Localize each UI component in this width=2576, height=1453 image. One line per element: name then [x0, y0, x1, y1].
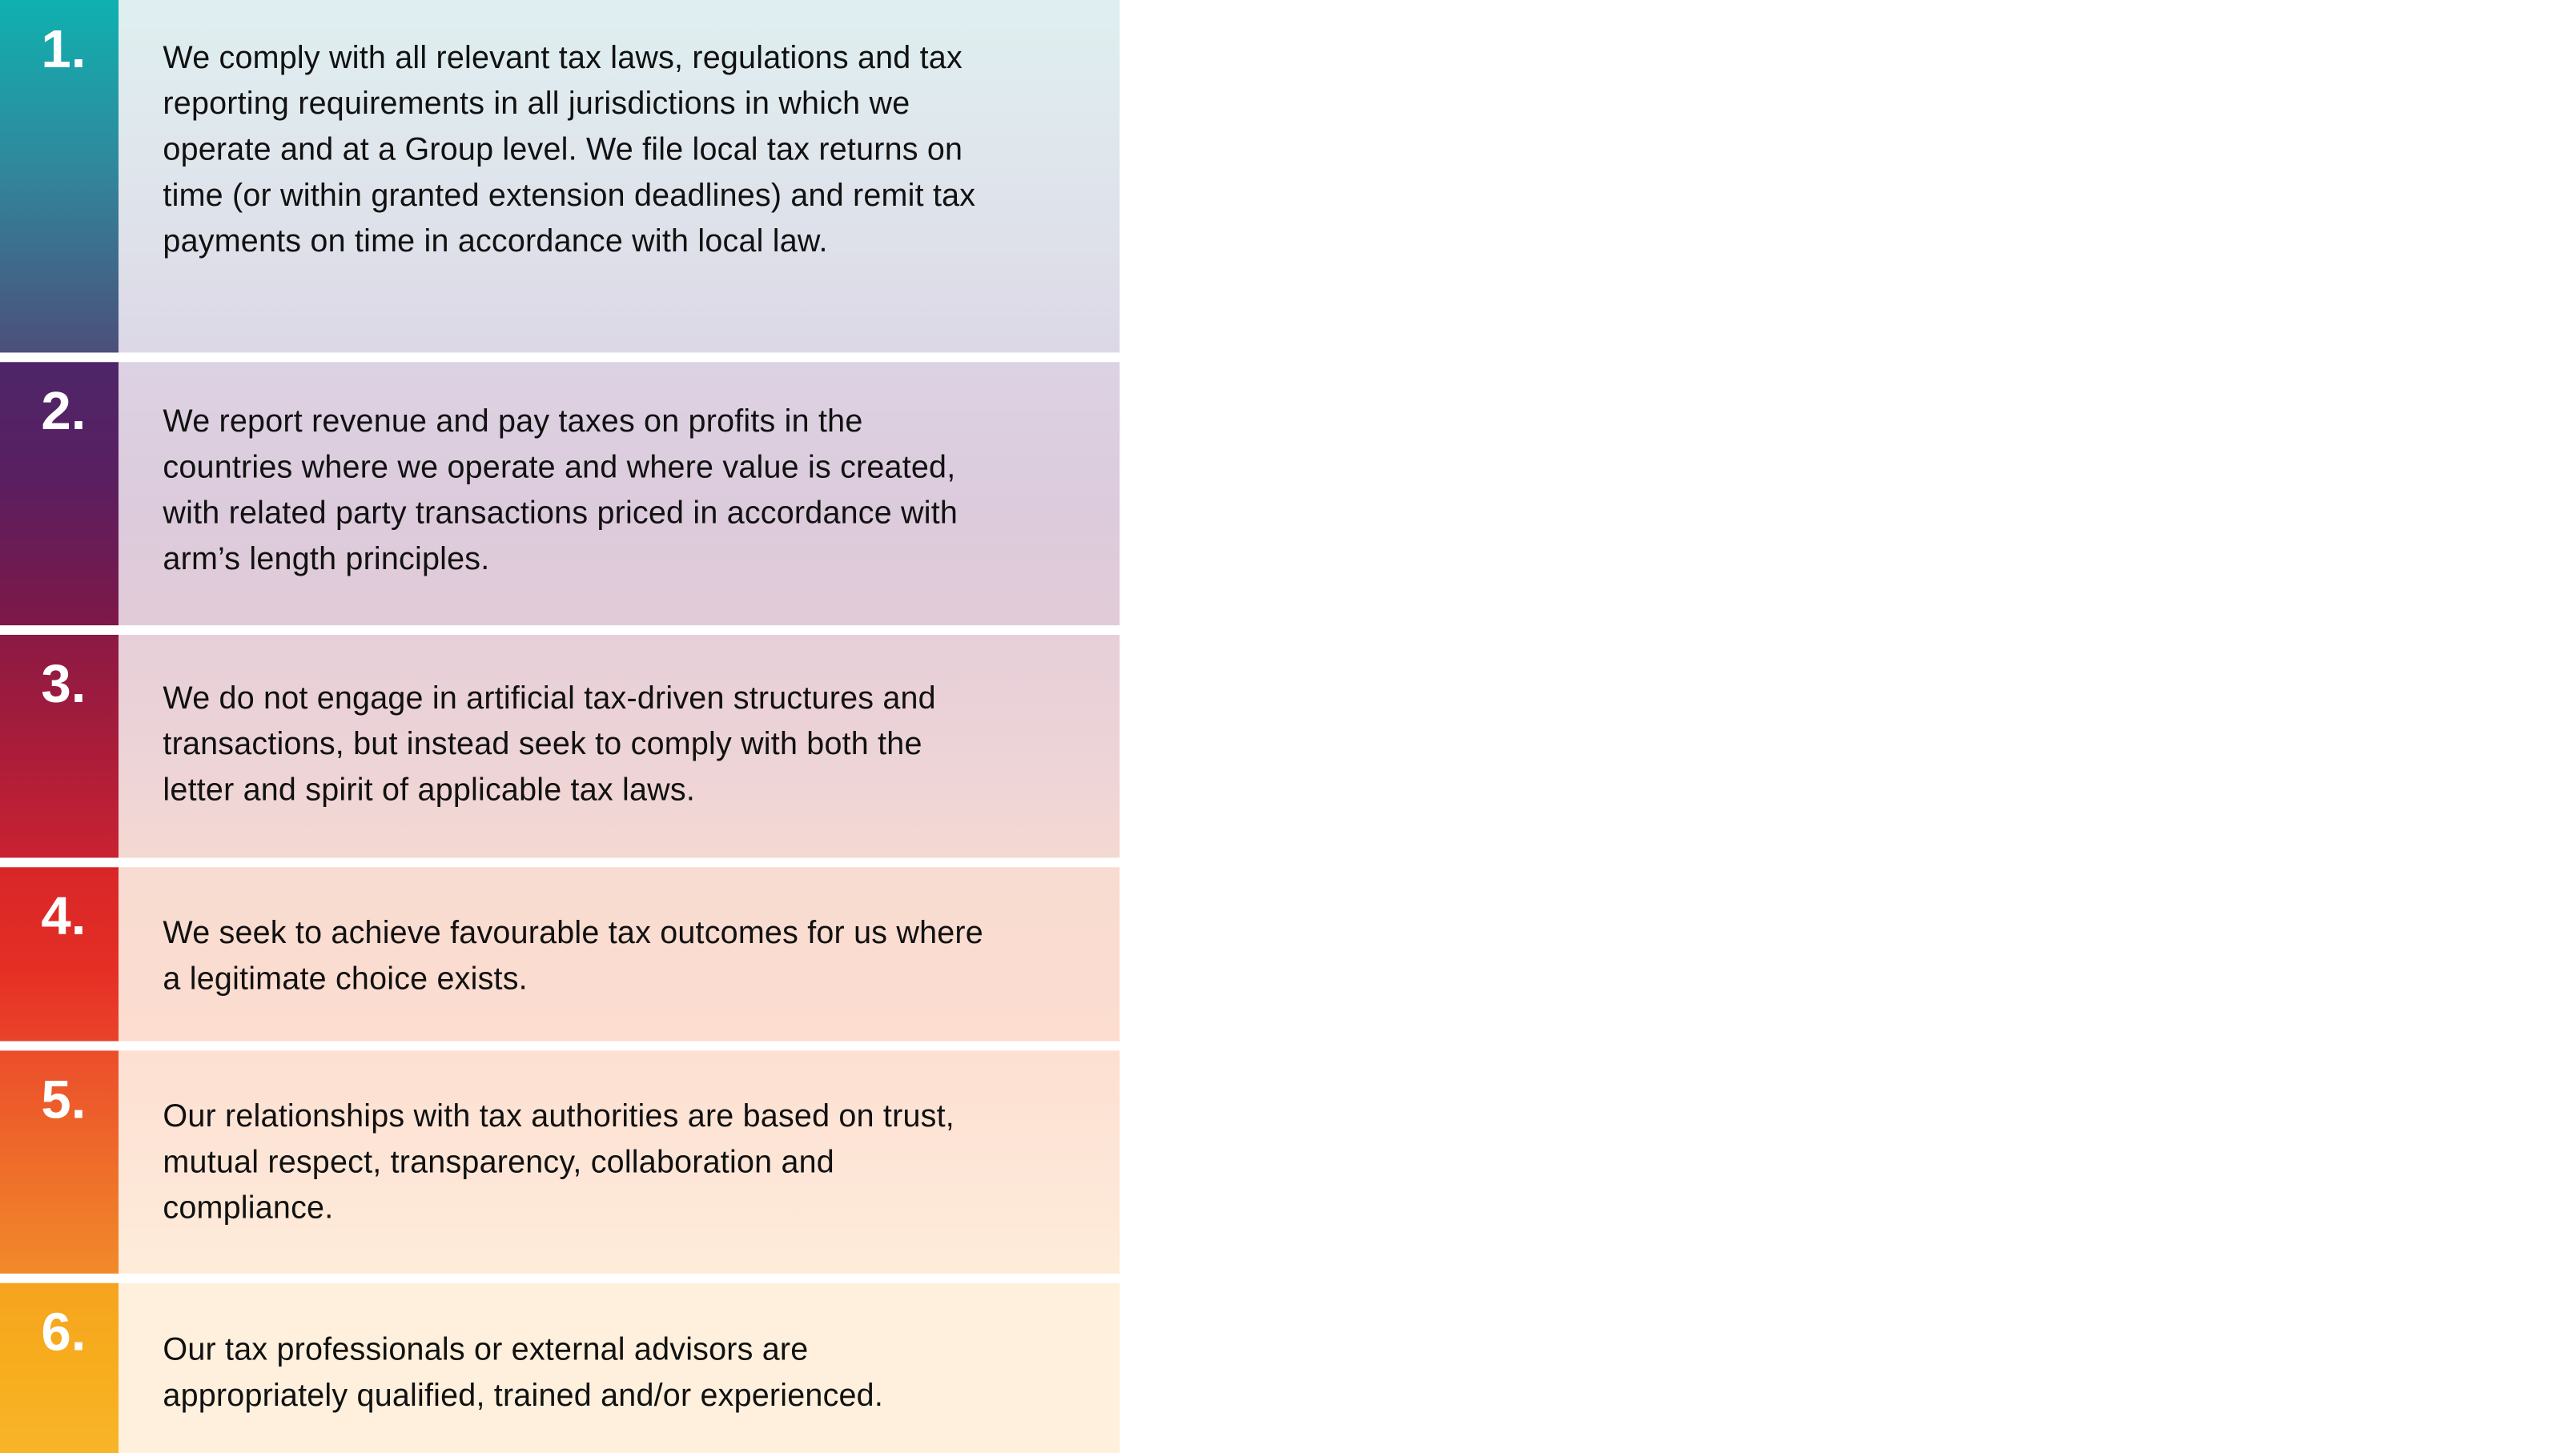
- principle-number: 4.: [41, 885, 86, 947]
- principle-number: 2.: [41, 380, 86, 442]
- principle-text: Our tax professionals or external advisors are appropriately qualified, trained and/or experienced.: [163, 1331, 884, 1413]
- principle-text-panel: [119, 635, 1119, 857]
- tax-principles-list: [0, 0, 1119, 1453]
- principle-text-panel: [119, 1050, 1119, 1273]
- principle-number-badge: [0, 1283, 119, 1453]
- principle-text: Our relationships with tax authorities are based on trust, mutual respect, transparency, collaboration and compliance.: [163, 1098, 954, 1226]
- principle-number-badge: [0, 1050, 119, 1273]
- principle-row-2: [0, 362, 1119, 625]
- principle-row-3: [0, 635, 1119, 857]
- principle-row-5: [0, 1050, 1119, 1273]
- principle-number: 5.: [41, 1070, 86, 1130]
- principle-text-panel: [119, 0, 1119, 352]
- principle-number: 1.: [41, 18, 86, 79]
- principle-number: 3.: [41, 653, 86, 714]
- principle-row-4: [0, 867, 1119, 1041]
- principle-text: We do not engage in artificial tax-driven structures and transactions, but instead seek to comply with both the letter and spirit of applicable tax laws.: [163, 680, 936, 808]
- principle-text-panel: [119, 362, 1119, 625]
- principle-row-1: [0, 0, 1119, 352]
- principle-text-panel: [119, 867, 1119, 1041]
- principle-text: We seek to achieve favourable tax outcomes for us where a legitimate choice exists.: [163, 915, 983, 997]
- principle-text: We comply with all relevant tax laws, regulations and tax reporting requirements in all jurisdictions in which we operate and at a Group level. We file local tax returns on time (or within granted extension deadlines) and remit tax payments on time in accordance with local law.: [163, 40, 976, 259]
- principle-text: We report revenue and pay taxes on profits in the countries where we operate and where value is created, with related party transactions priced in accordance with arm’s length principles.: [163, 403, 958, 576]
- principle-number-badge: [0, 362, 119, 625]
- principle-number-badge: [0, 867, 119, 1041]
- principle-number-badge: [0, 635, 119, 857]
- principle-text-panel: [119, 1283, 1119, 1453]
- principle-row-6: [0, 1283, 1119, 1453]
- principle-number: 6.: [41, 1302, 86, 1363]
- principle-number-badge: [0, 0, 119, 352]
